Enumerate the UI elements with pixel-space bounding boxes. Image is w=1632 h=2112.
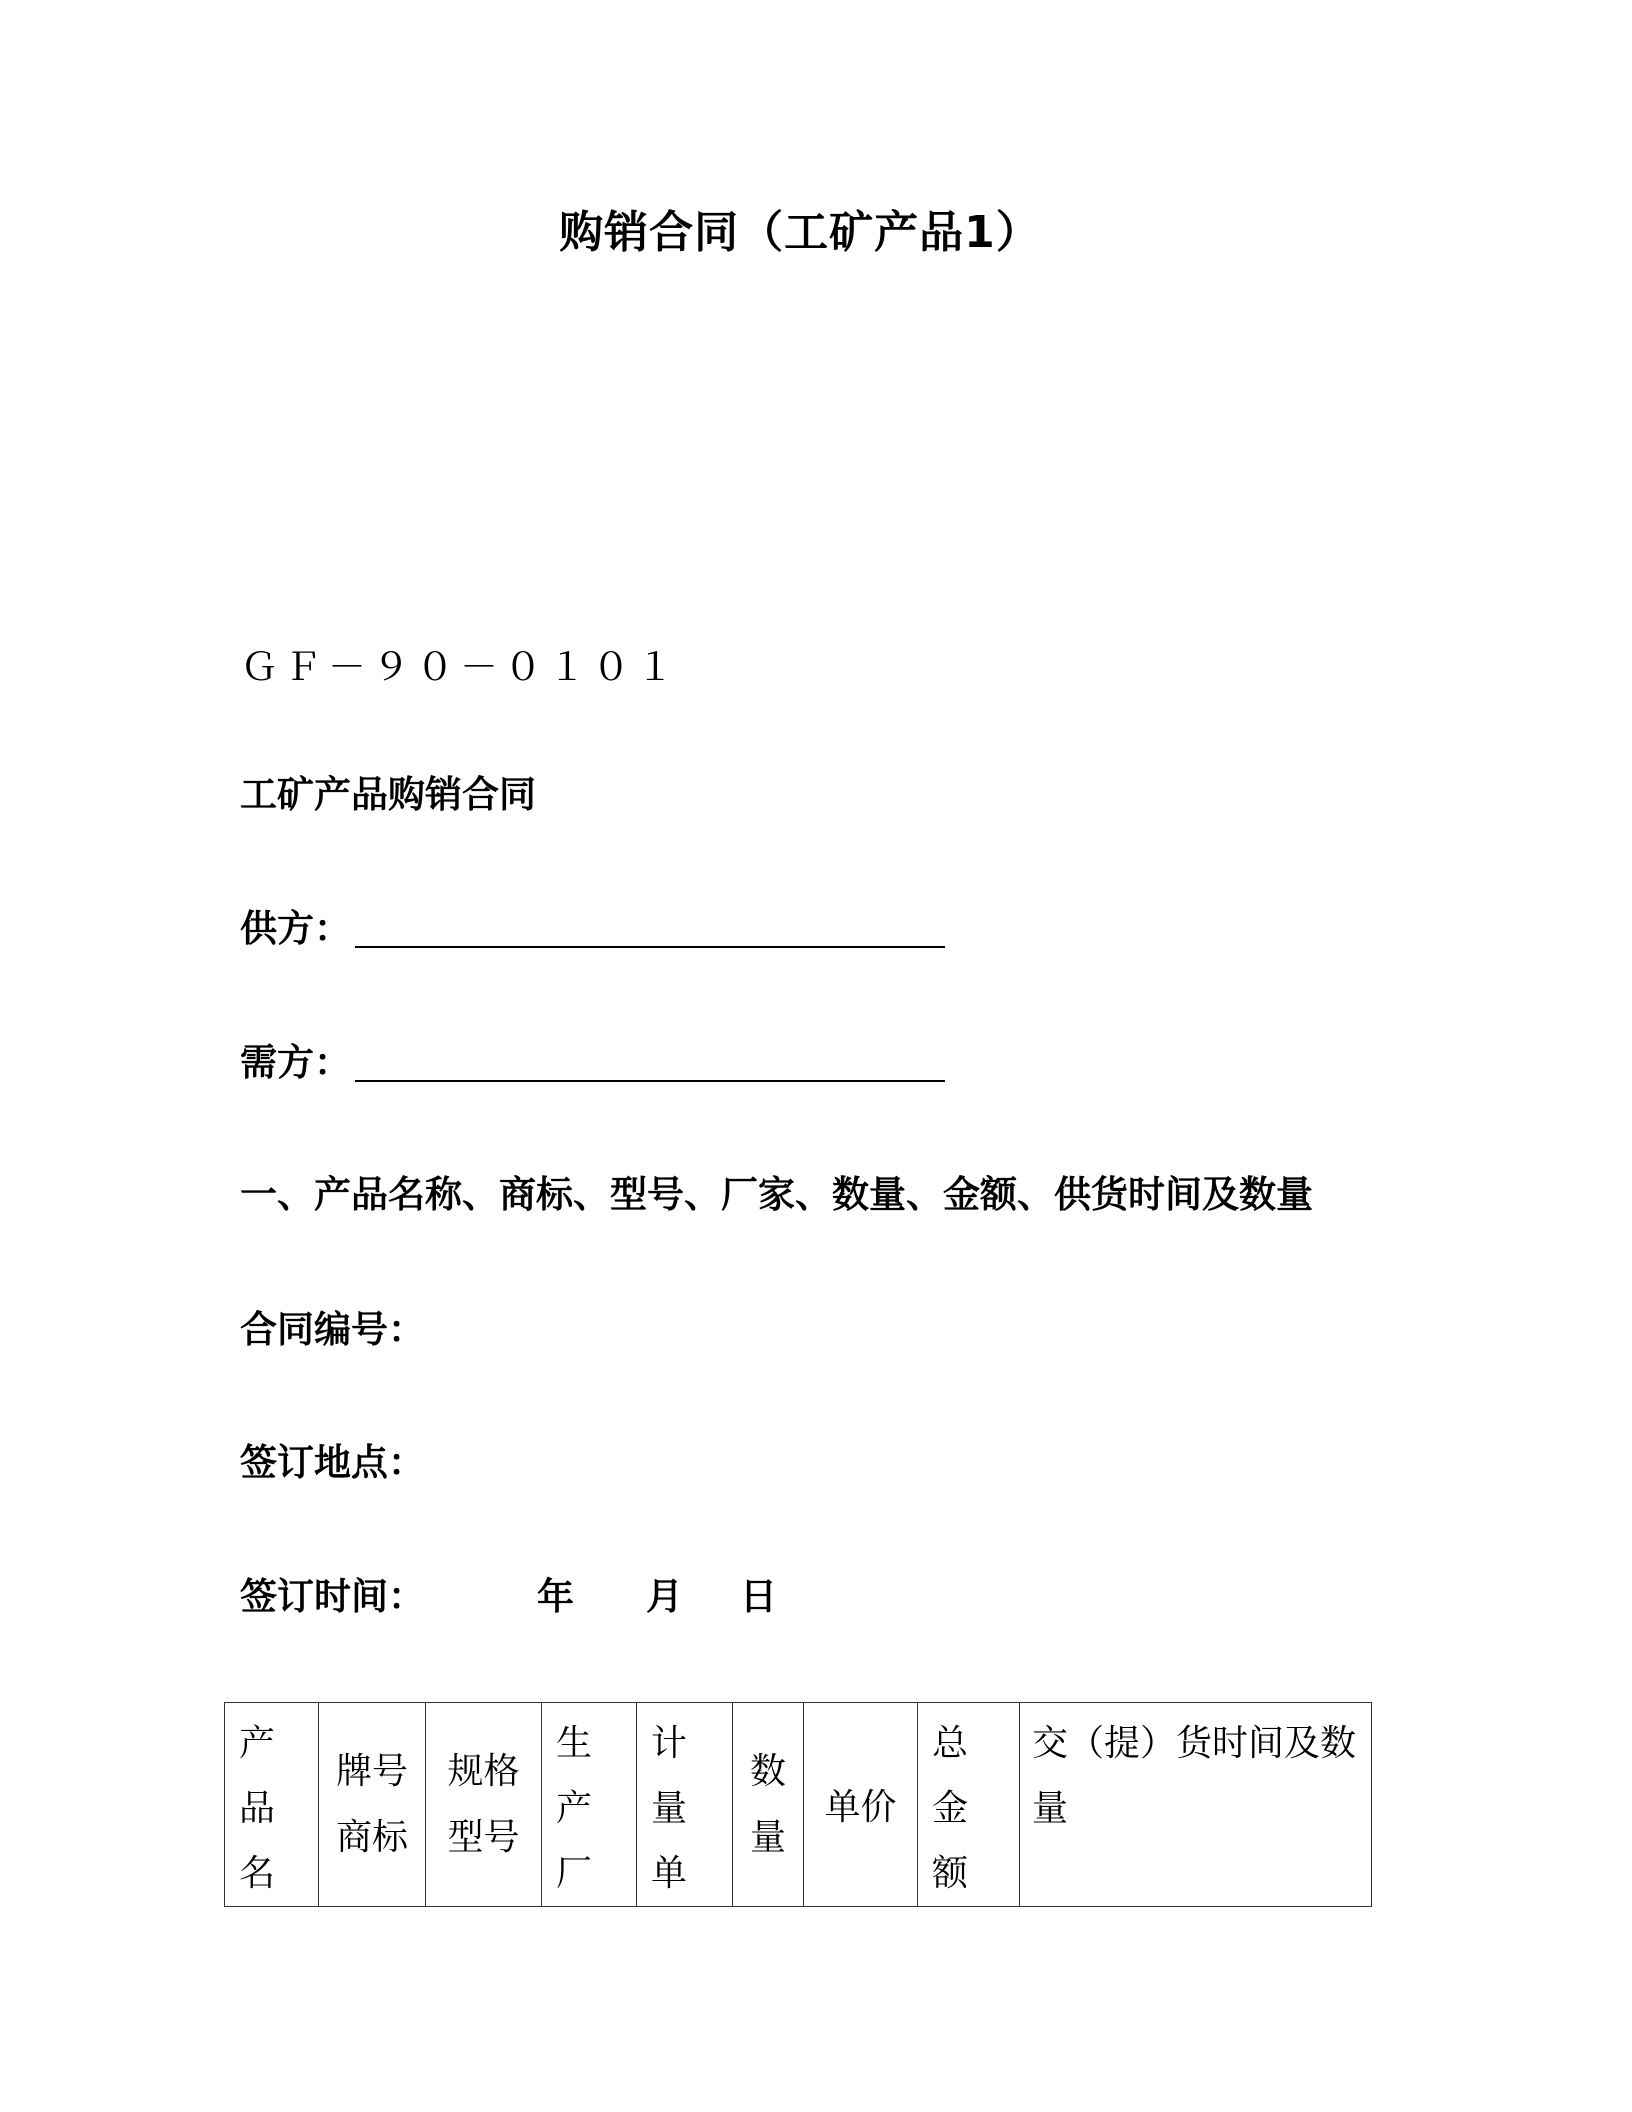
document-title: 购销合同（工矿产品1） — [559, 207, 1041, 258]
contract-subtitle: 工矿产品购销合同 — [240, 773, 536, 816]
section-heading: 一、产品名称、商标、型号、厂家、数量、金额、供货时间及数量 — [240, 1173, 1313, 1216]
header-unit-price: 单价 — [804, 1703, 918, 1907]
buyer-label: 需方： — [240, 1041, 351, 1084]
sign-time-label: 签订时间： — [240, 1575, 425, 1618]
date-month-label: 月 — [646, 1575, 683, 1618]
date-year-label: 年 — [537, 1575, 574, 1618]
header-product-name: 产 品 名 — [225, 1703, 319, 1907]
date-day-label: 日 — [740, 1575, 777, 1618]
form-code: ＧＦ－９０－０１０１ — [240, 645, 681, 689]
header-total-amount: 总 金 额 — [918, 1703, 1020, 1907]
header-quantity: 数 量 — [733, 1703, 804, 1907]
product-table — [224, 1702, 1372, 1907]
header-manufacturer: 生 产 厂 — [542, 1703, 637, 1907]
contract-number-label: 合同编号： — [240, 1308, 425, 1351]
table-header-row — [225, 1703, 1372, 1907]
header-spec-model: 规格 型号 — [426, 1703, 542, 1907]
header-delivery-time-quantity: 交（提）货时间及数 量 — [1020, 1703, 1372, 1907]
buyer-field[interactable] — [355, 1034, 945, 1082]
sign-place-label: 签订地点： — [240, 1441, 425, 1484]
header-unit: 计 量 单 — [637, 1703, 733, 1907]
supplier-field[interactable] — [355, 900, 945, 948]
supplier-label: 供方： — [240, 907, 351, 950]
header-brand-trademark: 牌号 商标 — [319, 1703, 426, 1907]
